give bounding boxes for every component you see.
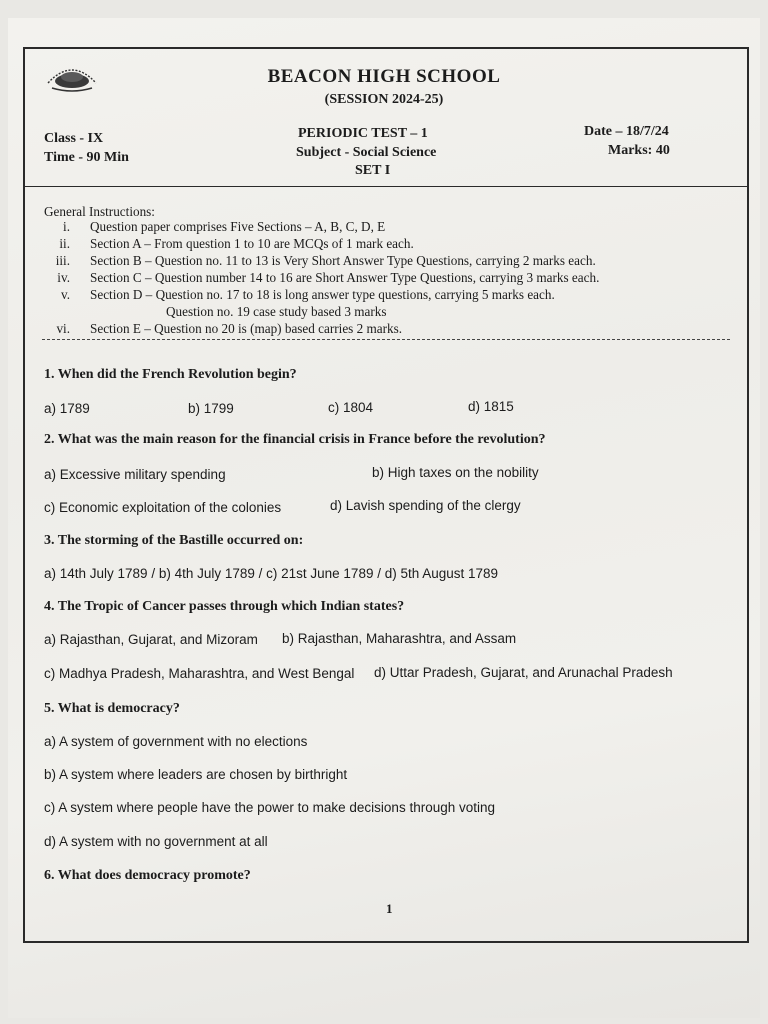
subject-label: Subject - Social Science [296, 145, 437, 160]
option-2a: a) Excessive military spending [44, 467, 226, 482]
option-2d: d) Lavish spending of the clergy [330, 498, 521, 513]
option-4d: d) Uttar Pradesh, Gujarat, and Arunachal Pradesh [374, 665, 673, 680]
page-number: 1 [386, 901, 393, 916]
question-2: 2. What was the main reason for the financial crisis in France before the revolution? [44, 432, 546, 447]
instructions-title: General Instructions: [44, 204, 155, 219]
option-2c: c) Economic exploitation of the colonies [44, 500, 282, 515]
session-label: (SESSION 2024-25) [324, 92, 444, 107]
question-1: 1. When did the French Revolution begin? [44, 367, 297, 382]
marks-label: Marks: 40 [608, 143, 670, 158]
option-4b: b) Rajasthan, Maharashtra, and Assam [282, 631, 517, 646]
date-label: Date – 18/7/24 [584, 124, 669, 139]
set-label: SET I [355, 163, 391, 178]
question-5: 5. What is democracy? [44, 701, 180, 716]
school-name: BEACON HIGH SCHOOL [267, 66, 501, 87]
option-5d: d) A system with no government at all [44, 834, 268, 849]
instructions-list: i. Question paper comprises Five Sections – A, B, C, D, E ii. Section A – From question 1 to 10 are MCQs of 1 mark each. iii. Section B – Question no. 11 to 13 is Very Short Answer Type Questions, carrying 2 marks each. iv. Section C – Question number 14 to 16 are Short Answer Type Questions, carrying 3 marks each. v. Section D – Question no. 17 to 18 is long answer type questions, carrying 5 marks each. Question no. 19 case study based 3 marks vi. Section E – Question no 20 is (map) based carries 2 marks. [55, 219, 600, 336]
option-4a: a) Rajasthan, Gujarat, and Mizoram [44, 632, 258, 647]
option-1a: a) 1789 [44, 401, 90, 416]
option-1c: c) 1804 [328, 400, 374, 415]
option-2b: b) High taxes on the nobility [372, 465, 539, 480]
question-3: 3. The storming of the Bastille occurred on: [44, 533, 304, 548]
option-5a: a) A system of government with no elections [44, 734, 308, 749]
class-label: Class - IX [44, 131, 104, 146]
header-divider [23, 186, 749, 187]
question-6: 6. What does democracy promote? [44, 868, 251, 883]
option-1b: b) 1799 [188, 401, 234, 416]
option-5b: b) A system where leaders are chosen by birthright [44, 767, 348, 782]
time-label: Time - 90 Min [44, 150, 129, 165]
option-1d: d) 1815 [468, 399, 514, 414]
option-3-all: a) 14th July 1789 / b) 4th July 1789 / c) 21st June 1789 / d) 5th August 1789 [44, 566, 499, 581]
instructions-divider [42, 339, 730, 340]
test-title: PERIODIC TEST – 1 [298, 126, 428, 141]
question-4: 4. The Tropic of Cancer passes through which Indian states? [44, 599, 405, 614]
option-4c: c) Madhya Pradesh, Maharashtra, and West Bengal [44, 666, 355, 681]
option-5c: c) A system where people have the power to make decisions through voting [44, 800, 496, 815]
